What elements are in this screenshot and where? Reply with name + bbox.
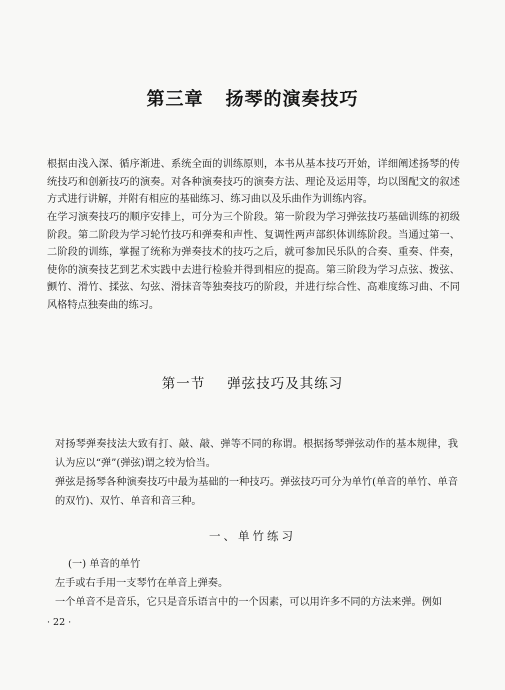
intro-paragraph-2: 在学习演奏技巧的顺序安排上，可分为三个阶段。第一阶段为学习弹弦技巧基础训练的初级阶段。第二阶段为学习轮竹技巧和弹奏和声性、复调性两声部织体训练阶段。当通过第一、二阶段的训练，掌握了统称为弹奏技术的技巧之后，就可参加民乐队的合奏、重奏、伴奏，使你的演奏技艺到艺术实践中去进行检验并得到相应的提高。第三阶段为学习点弦、拨弦、颤竹、滑竹、揉弦、勾弦、滑抹音等独奏技巧的阶段，并进行综合性、高难度练习曲、不同风格特点独奏曲的练习。: [47, 212, 460, 311]
section-number: 第一节: [161, 376, 206, 392]
subsection-heading: 一、单竹练习: [209, 529, 296, 543]
body-paragraph-2: 一个单音不是音乐，它只是音乐语言中的一个因素，可以用许多不同的方法来弹。例如: [55, 597, 443, 608]
section-title: 弹弦技巧及其练习: [227, 376, 344, 392]
section-paragraph-1: 对扬琴弹奏技法大致有打、敲、敲、弹等不同的称谓。根据扬琴弹弦动作的基本规律，我认为应以“弹”(弹弦)谓之较为恰当。: [55, 439, 458, 469]
chapter-heading: [0, 85, 505, 111]
body-paragraph-1: 左手或右手用一支琴竹在单音上弹奏。: [55, 578, 229, 589]
section-heading: [0, 372, 505, 392]
section-paragraph-2: 弹弦是扬琴各种演奏技巧中最为基础的一种技巧。弹弦技巧可分为单竹(单音的单竹、单音的双竹)、双竹、单音和音三种。: [55, 477, 458, 507]
intro-paragraph-1: 根据由浅入深、循序渐进、系统全面的训练原则，本书从基本技巧开始，详细阐述扬琴的传统技巧和创新技巧的演奏。对各种演奏技巧的演奏方法、理论及运用等，均以图配文的叙述方式进行讲解，并附有相应的基础练习、练习曲以及乐曲作为训练内容。: [47, 159, 460, 205]
subsubsection-heading: (一) 单音的单竹: [68, 559, 141, 570]
page-number: · 22 ·: [47, 617, 72, 628]
chapter-title: 扬琴的演奏技巧: [225, 89, 359, 110]
chapter-number: 第三章: [146, 89, 204, 110]
